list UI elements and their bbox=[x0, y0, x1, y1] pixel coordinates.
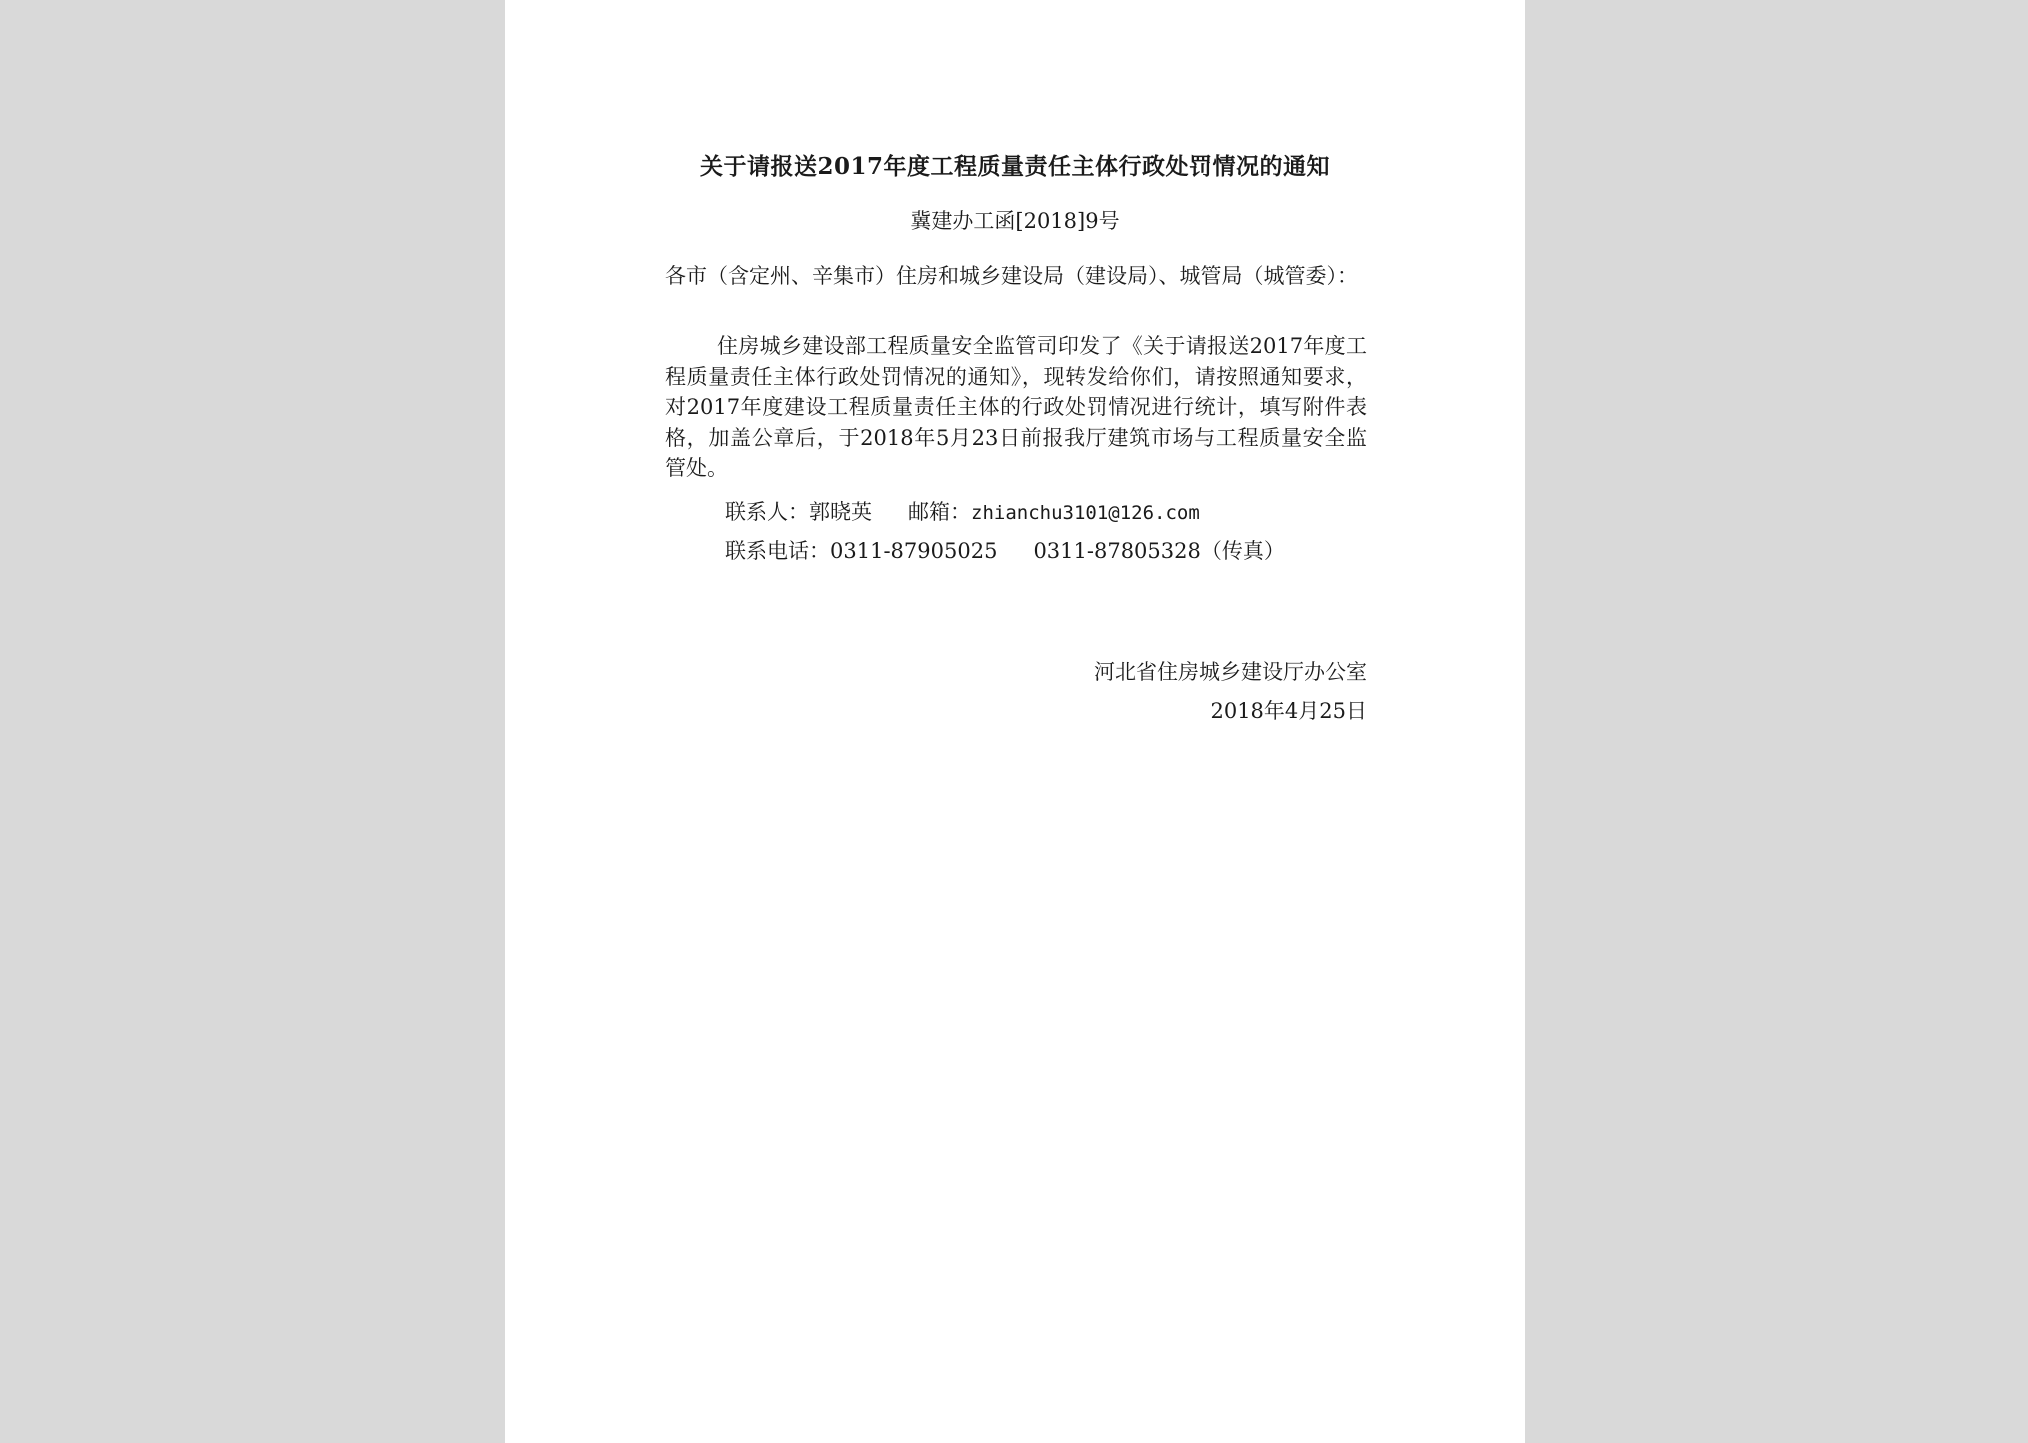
contact-phone-label: 联系电话： bbox=[725, 539, 830, 563]
contact-email: zhianchu3101@126.com bbox=[971, 502, 1200, 524]
contact-phone: 0311-87905025 bbox=[830, 539, 998, 563]
document-page bbox=[505, 0, 1525, 1443]
contact-email-label: 邮箱： bbox=[908, 500, 971, 524]
document-title: 关于请报送2017年度工程质量责任主体行政处罚情况的通知 bbox=[699, 153, 1330, 180]
signature-organization: 河北省住房城乡建设厅办公室 bbox=[1094, 660, 1367, 684]
contact-phone-line bbox=[725, 535, 1285, 565]
contact-fax: 0311-87805328（传真） bbox=[1033, 539, 1285, 563]
contact-person-label: 联系人： bbox=[725, 500, 809, 524]
main-paragraph: 住房城乡建设部工程质量安全监管司印发了《关于请报送2017年度工程质量责任主体行政处罚情况的通知》，现转发给你们，请按照通知要求，对2017年度建设工程质量责任主体的行政处罚情况进行统计，填写附件表格，加盖公章后，于2018年5月23日前报我厅建筑市场与工程质量安全监管处。 bbox=[665, 334, 1367, 480]
document-number: 冀建办工函[2018]9号 bbox=[910, 209, 1120, 233]
contact-person-name: 郭晓英 bbox=[809, 500, 872, 524]
salutation: 各市（含定州、辛集市）住房和城乡建设局（建设局）、城管局（城管委）： bbox=[665, 264, 1358, 288]
contact-person-line bbox=[725, 496, 1200, 526]
signature-date: 2018年4月25日 bbox=[1210, 699, 1367, 723]
